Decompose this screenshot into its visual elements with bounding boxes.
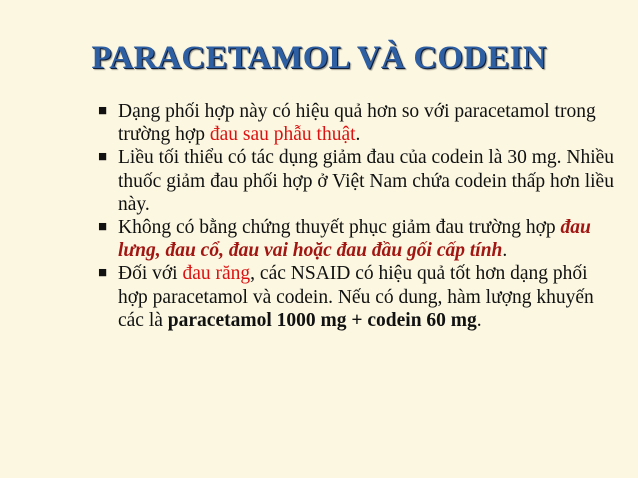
item-text: Dạng phối hợp này có hiệu quả hơn so với paracetamol trong trường hợp bbox=[118, 101, 596, 146]
bullet-item-4 bbox=[98, 262, 618, 332]
item-text: . bbox=[502, 240, 508, 262]
highlight-text: đau sau phẫu thuật bbox=[209, 124, 356, 146]
bold-text: paracetamol 1000 mg + codein 60 mg bbox=[167, 309, 477, 331]
slide-title: PARACETAMOL VÀ CODEIN bbox=[91, 40, 547, 76]
item-text: , các NSAID có hiệu quả tốt hơn dạng phối hợp paracetamol và codein. Nếu có dung, hàm lượng khuyến các là bbox=[118, 263, 594, 331]
bullet-list bbox=[98, 100, 618, 332]
item-text: Liều tối thiểu có tác dụng giảm đau của codein là 30 mg. Nhiều thuốc giảm đau phối hợp ở Việt Nam chứa codein thấp hơn liều này. bbox=[118, 147, 615, 215]
item-text: . bbox=[476, 309, 482, 331]
bullet-item-1 bbox=[98, 100, 618, 146]
bullet-item-3 bbox=[98, 216, 618, 262]
item-text: Không có bằng chứng thuyết phục giảm đau trường hợp bbox=[118, 217, 561, 239]
highlight-text: đau răng bbox=[182, 263, 251, 285]
bullet-item-2 bbox=[98, 146, 618, 216]
square-bullet-icon: ■ bbox=[98, 265, 108, 282]
item-text: Đối với bbox=[118, 263, 183, 285]
square-bullet-icon: ■ bbox=[98, 103, 108, 119]
square-bullet-icon: ■ bbox=[98, 219, 108, 236]
item-text: . bbox=[355, 124, 361, 146]
square-bullet-icon: ■ bbox=[98, 149, 108, 166]
emphasis-text: đau lưng, đau cổ, đau vai hoặc đau đầu gối cấp tính bbox=[118, 217, 591, 262]
